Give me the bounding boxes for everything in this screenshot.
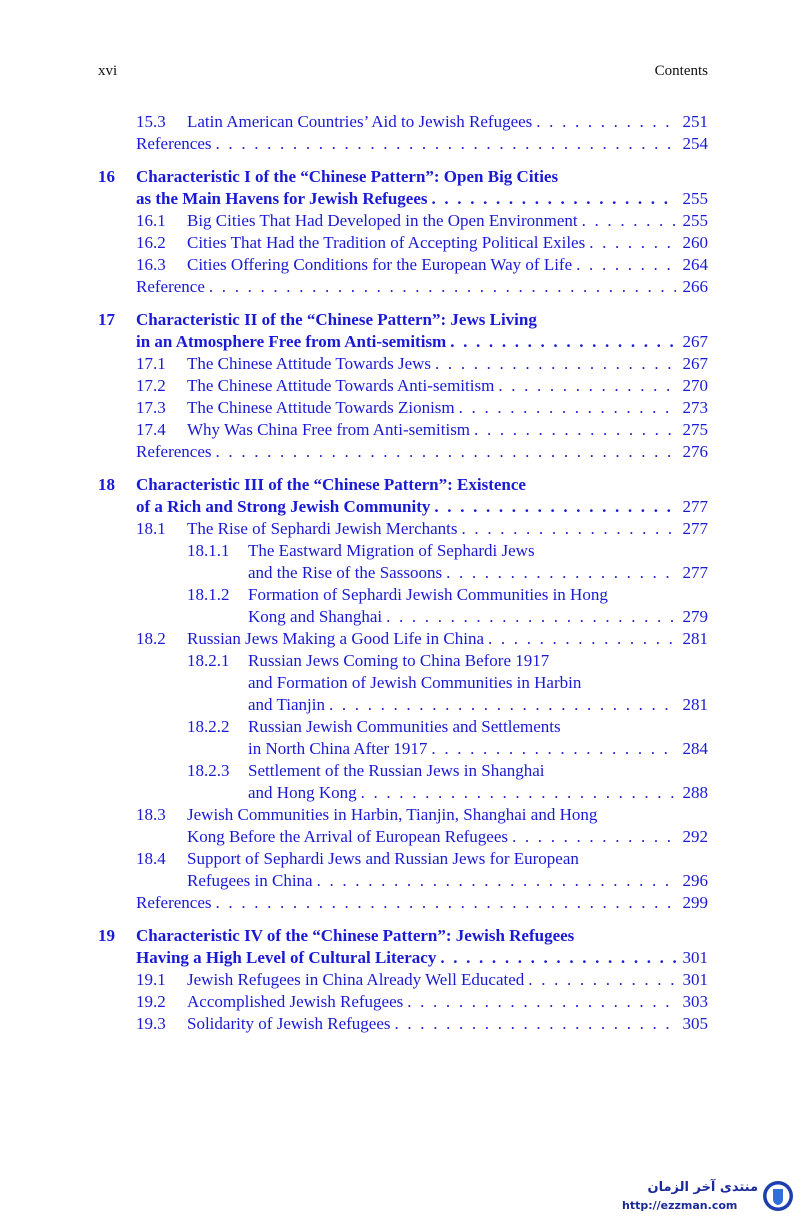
entry-title-link[interactable]: [136, 496, 676, 518]
entry-title-link[interactable]: [187, 254, 676, 276]
entry-title: Cities That Had the Tradition of Accepting Political Exiles: [187, 233, 586, 252]
entry-title-link[interactable]: [187, 1013, 676, 1035]
section-number: 17.4: [136, 420, 166, 439]
page-number[interactable]: 284: [682, 739, 708, 758]
entry-title: in an Atmosphere Free from Anti-semitism: [136, 332, 447, 351]
watermark-logo[interactable]: [622, 1178, 800, 1218]
references-entry-row[interactable]: [0, 276, 804, 298]
page-number[interactable]: 255: [682, 211, 708, 230]
page-number[interactable]: 277: [682, 519, 708, 538]
dot-leader: [216, 441, 676, 463]
entry-title-link[interactable]: [187, 628, 676, 650]
entry-title: References: [136, 893, 212, 912]
entry-title: Characteristic II of the “Chinese Pattern”: Jews Living: [136, 310, 537, 329]
section-number: 17.1: [136, 354, 166, 373]
entry-title: Cities Offering Conditions for the European Way of Life: [187, 255, 573, 274]
entry-title: of a Rich and Strong Jewish Community: [136, 497, 431, 516]
section-entry-row[interactable]: [0, 518, 804, 540]
entry-title-link[interactable]: [187, 419, 676, 441]
entry-title-link[interactable]: [248, 760, 708, 782]
page-number[interactable]: 301: [682, 948, 708, 967]
entry-title: Support of Sephardi Jews and Russian Jews for European: [187, 849, 579, 868]
section-entry-row[interactable]: [0, 562, 804, 584]
entry-title-link[interactable]: [187, 969, 676, 991]
section-number: 16.2: [136, 233, 166, 252]
dot-leader: [459, 397, 676, 419]
entry-title-link[interactable]: [136, 276, 676, 298]
entry-title-link[interactable]: [187, 870, 676, 892]
section-number: 19.1: [136, 970, 166, 989]
chapter-spacer: [0, 155, 804, 166]
entry-title: Russian Jews Coming to China Before 1917: [248, 651, 550, 670]
entry-title-link[interactable]: [187, 826, 676, 848]
dot-leader: [446, 562, 676, 584]
entry-title-link[interactable]: [136, 309, 708, 331]
entry-title-link[interactable]: [136, 925, 708, 947]
watermark-text: منتدى آخر الزمان: [647, 1180, 758, 1195]
page-number[interactable]: 251: [682, 112, 708, 131]
section-entry-row[interactable]: [0, 694, 804, 716]
dot-leader: [512, 826, 676, 848]
dot-leader: [440, 947, 676, 969]
page-number[interactable]: 255: [682, 189, 708, 208]
dot-leader: [216, 892, 676, 914]
dot-leader: [435, 353, 676, 375]
chapter-spacer: [0, 463, 804, 474]
page-number[interactable]: 299: [682, 893, 708, 912]
dot-leader: [589, 232, 676, 254]
page-number[interactable]: 277: [682, 563, 708, 582]
entry-title-link[interactable]: [187, 397, 676, 419]
entry-title-link[interactable]: [248, 562, 676, 584]
section-number: 18.1: [136, 519, 166, 538]
page-number[interactable]: 267: [682, 354, 708, 373]
dot-leader: [488, 628, 676, 650]
chapter-number: 16: [98, 167, 115, 186]
section-number: 15.3: [136, 112, 166, 131]
entry-title: The Rise of Sephardi Jewish Merchants: [187, 519, 458, 538]
entry-title: The Chinese Attitude Towards Jews: [187, 354, 432, 373]
shield-logo-icon: [762, 1180, 794, 1212]
page-number[interactable]: 254: [682, 134, 708, 153]
section-entry-row[interactable]: [0, 210, 804, 232]
entry-title-link[interactable]: [136, 947, 676, 969]
chapter-number: 19: [98, 926, 115, 945]
page-number[interactable]: 267: [682, 332, 708, 351]
section-number: 18.1.2: [187, 585, 230, 604]
running-head-title: Contents: [654, 63, 708, 79]
entry-title: and Tianjin: [248, 695, 325, 714]
section-entry-row[interactable]: [0, 672, 804, 694]
section-number: 18.2.2: [187, 717, 230, 736]
entry-title-link[interactable]: [187, 232, 676, 254]
section-number: 19.3: [136, 1014, 166, 1033]
section-number: 18.2.1: [187, 651, 230, 670]
dot-leader: [209, 276, 676, 298]
chapter-spacer: [0, 298, 804, 309]
page-number[interactable]: 301: [682, 970, 708, 989]
section-entry-row[interactable]: [0, 716, 804, 738]
dot-leader: [536, 111, 676, 133]
running-head-page-number: xvi: [98, 63, 118, 79]
references-entry-row[interactable]: [0, 892, 804, 914]
section-entry-row[interactable]: [0, 606, 804, 628]
dot-leader: [582, 210, 676, 232]
section-number: 18.2: [136, 629, 166, 648]
section-entry-row[interactable]: [0, 353, 804, 375]
page-number[interactable]: 277: [682, 497, 708, 516]
dot-leader: [432, 188, 677, 210]
chapter-number: 17: [98, 310, 115, 329]
entry-title-link[interactable]: [136, 892, 676, 914]
chapter-spacer: [0, 914, 804, 925]
section-number: 18.4: [136, 849, 166, 868]
dot-leader: [395, 1013, 677, 1035]
entry-title: Kong Before the Arrival of European Refugees: [187, 827, 508, 846]
entry-title: Why Was China Free from Anti-semitism: [187, 420, 471, 439]
section-number: 18.3: [136, 805, 166, 824]
chapter-entry-row[interactable]: [0, 947, 804, 969]
watermark-url[interactable]: http://ezzman.com: [622, 1199, 738, 1212]
chapter-entry-row[interactable]: [0, 474, 804, 496]
page-number[interactable]: 275: [682, 420, 708, 439]
section-entry-row[interactable]: [0, 540, 804, 562]
section-entry-row[interactable]: [0, 1013, 804, 1035]
page-number[interactable]: 292: [682, 827, 708, 846]
table-of-contents: [0, 111, 804, 1035]
entry-title: Having a High Level of Cultural Literacy: [136, 948, 437, 967]
entry-title: and the Rise of the Sassoons: [248, 563, 443, 582]
section-entry-row[interactable]: [0, 782, 804, 804]
section-entry-row[interactable]: [0, 397, 804, 419]
chapter-entry-row[interactable]: [0, 496, 804, 518]
section-number: 16.3: [136, 255, 166, 274]
dot-leader: [407, 991, 676, 1013]
entry-title-link[interactable]: [248, 716, 708, 738]
dot-leader: [329, 694, 676, 716]
page-number[interactable]: 279: [682, 607, 708, 626]
entry-title: References: [136, 442, 212, 461]
section-entry-row[interactable]: [0, 848, 804, 870]
entry-title-link[interactable]: [187, 210, 676, 232]
section-entry-row[interactable]: [0, 760, 804, 782]
entry-title-link[interactable]: [187, 353, 676, 375]
entry-title-link[interactable]: [136, 166, 708, 188]
section-entry-row[interactable]: [0, 738, 804, 760]
dot-leader: [528, 969, 676, 991]
entry-title-link[interactable]: [248, 694, 676, 716]
section-number: 19.2: [136, 992, 166, 1011]
page-number[interactable]: 260: [682, 233, 708, 252]
section-entry-row[interactable]: [0, 804, 804, 826]
entry-title-link[interactable]: [248, 738, 676, 760]
entry-title-link[interactable]: [187, 518, 676, 540]
entry-title-link[interactable]: [248, 782, 676, 804]
entry-title-link[interactable]: [248, 540, 708, 562]
entry-title-link[interactable]: [136, 474, 708, 496]
section-number: 18.1.1: [187, 541, 230, 560]
entry-title-link[interactable]: [136, 441, 676, 463]
page-number[interactable]: 296: [682, 871, 708, 890]
entry-title-link[interactable]: [248, 650, 708, 672]
page-number[interactable]: 276: [682, 442, 708, 461]
section-entry-row[interactable]: [0, 628, 804, 650]
dot-leader: [576, 254, 676, 276]
entry-title-link[interactable]: [248, 672, 708, 694]
section-entry-row[interactable]: [0, 969, 804, 991]
section-entry-row[interactable]: [0, 650, 804, 672]
entry-title: Refugees in China: [187, 871, 313, 890]
entry-title: The Eastward Migration of Sephardi Jews: [248, 541, 535, 560]
page-number[interactable]: 288: [682, 783, 708, 802]
entry-title: Characteristic III of the “Chinese Pattern”: Existence: [136, 475, 526, 494]
chapter-number: 18: [98, 475, 115, 494]
chapter-entry-row[interactable]: [0, 925, 804, 947]
entry-title: Jewish Refugees in China Already Well Educated: [187, 970, 525, 989]
page-number[interactable]: 281: [682, 695, 708, 714]
dot-leader: [474, 419, 676, 441]
entry-title: as the Main Havens for Jewish Refugees: [136, 189, 428, 208]
section-number: 18.2.3: [187, 761, 230, 780]
section-entry-row[interactable]: [0, 584, 804, 606]
section-number: 17.3: [136, 398, 166, 417]
entry-title-link[interactable]: [248, 584, 708, 606]
section-number: 17.2: [136, 376, 166, 395]
section-entry-row[interactable]: [0, 870, 804, 892]
entry-title: Latin American Countries’ Aid to Jewish Refugees: [187, 112, 533, 131]
entry-title-link[interactable]: [187, 111, 676, 133]
page-number[interactable]: 273: [682, 398, 708, 417]
page-number[interactable]: 305: [682, 1014, 708, 1033]
references-entry-row[interactable]: [0, 133, 804, 155]
dot-leader: [431, 738, 676, 760]
page-number[interactable]: 281: [682, 629, 708, 648]
entry-title: Settlement of the Russian Jews in Shanghai: [248, 761, 545, 780]
entry-title-link[interactable]: [187, 375, 676, 397]
dot-leader: [462, 518, 676, 540]
entry-title-link[interactable]: [136, 133, 676, 155]
entry-title-link[interactable]: [187, 804, 708, 826]
entry-title: in North China After 1917: [248, 739, 428, 758]
dot-leader: [450, 331, 676, 353]
page-number[interactable]: 303: [682, 992, 708, 1011]
section-entry-row[interactable]: [0, 254, 804, 276]
entry-title: Jewish Communities in Harbin, Tianjin, Shanghai and Hong: [187, 805, 598, 824]
dot-leader: [216, 133, 676, 155]
dot-leader: [386, 606, 676, 628]
entry-title-link[interactable]: [187, 991, 676, 1013]
entry-title: Accomplished Jewish Refugees: [187, 992, 404, 1011]
entry-title-link[interactable]: [248, 606, 676, 628]
entry-title: References: [136, 134, 212, 153]
page-number[interactable]: 266: [682, 277, 708, 296]
entry-title: Characteristic IV of the “Chinese Pattern”: Jewish Refugees: [136, 926, 575, 945]
section-entry-row[interactable]: [0, 375, 804, 397]
entry-title-link[interactable]: [187, 848, 708, 870]
references-entry-row[interactable]: [0, 441, 804, 463]
page-number[interactable]: 264: [682, 255, 708, 274]
dot-leader: [361, 782, 676, 804]
entry-title: The Chinese Attitude Towards Zionism: [187, 398, 455, 417]
section-entry-row[interactable]: [0, 826, 804, 848]
chapter-entry-row[interactable]: [0, 331, 804, 353]
entry-title-link[interactable]: [136, 331, 676, 353]
entry-title: Russian Jewish Communities and Settlements: [248, 717, 561, 736]
section-entry-row[interactable]: [0, 232, 804, 254]
section-entry-row[interactable]: [0, 419, 804, 441]
entry-title: Characteristic I of the “Chinese Pattern”: Open Big Cities: [136, 167, 559, 186]
dot-leader: [498, 375, 676, 397]
entry-title: Russian Jews Making a Good Life in China: [187, 629, 484, 648]
chapter-entry-row[interactable]: [0, 309, 804, 331]
entry-title: The Chinese Attitude Towards Anti-semitism: [187, 376, 495, 395]
chapter-entry-row[interactable]: [0, 166, 804, 188]
entry-title-link[interactable]: [136, 188, 676, 210]
section-number: 16.1: [136, 211, 166, 230]
section-entry-row[interactable]: [0, 991, 804, 1013]
dot-leader: [434, 496, 676, 518]
entry-title: Kong and Shanghai: [248, 607, 383, 626]
entry-title: Big Cities That Had Developed in the Open Environment: [187, 211, 578, 230]
page-number[interactable]: 270: [682, 376, 708, 395]
entry-title: Formation of Sephardi Jewish Communities in Hong: [248, 585, 608, 604]
entry-title: Solidarity of Jewish Refugees: [187, 1014, 391, 1033]
dot-leader: [317, 870, 676, 892]
entry-title: and Hong Kong: [248, 783, 357, 802]
section-entry-row[interactable]: [0, 111, 804, 133]
entry-title: Reference: [136, 277, 205, 296]
entry-title: and Formation of Jewish Communities in Harbin: [248, 673, 582, 692]
chapter-entry-row[interactable]: [0, 188, 804, 210]
